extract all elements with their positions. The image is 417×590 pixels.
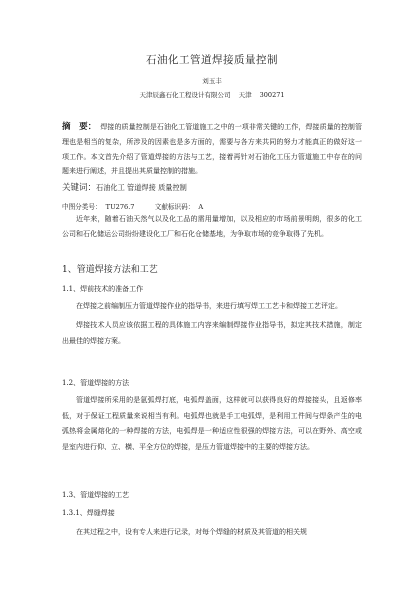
author-affiliation	[62, 90, 362, 99]
paragraph: 在其过程之中，设有专人来进行记录，对每个焊缝的材质及其管道的相关规	[76, 528, 307, 536]
paragraph: 管道焊接所采用的是氩弧焊打底，电弧焊盖面，这样就可以获得良好的焊接接头，且返修率低，对于保证工程质量来说相当有利。电弧焊也就是手工电弧焊，是利用工件间与焊条产生的电弧热将金属熔化的一种焊接的方法，电弧焊是一种适应性很强的焊接方法，可以在野外、高空或是室内进行仰、立、横、平全方位的焊接，是压力管道焊接中的主要的焊接方法。	[62, 396, 362, 451]
clc-label: 中图分类号：	[62, 203, 102, 211]
keywords	[62, 181, 362, 193]
paragraph: 焊接技术人员应该依据工程的具体施工内容来编制焊接作业指导书，拟定其技术措施，制定出最佳的焊接方案。	[62, 321, 362, 345]
intro-paragraph: 近年来，随着石油天然气以及化工品的需用量增加，以及相应的市场前景明朗，很多的化工公司和石化储运公司纷纷建设化工厂和石化仓储基地，为争取市场的竞争取得了先机。	[62, 215, 362, 238]
subsection-heading: 1.1、焊前技术的准备工作	[62, 285, 144, 293]
affiliation-org: 天津辰鑫石化工程设计有限公司	[139, 91, 231, 99]
abstract-text: 焊接的质量控制是石油化工管道施工之中的一项非常关键的工作，焊接质量的控制管理也是相当的复杂，所涉及的因素也是多方面的，需要与各方来共同的努力才能真正的做好这一项工作。本文首先介绍了管道焊接的方法与工艺，接着再针对石油化工压力管道施工中存在的问题来进行阐述，并且提出其质量控制的措施。	[62, 123, 362, 176]
section-heading: 1、管道焊接方法和工艺	[62, 265, 158, 275]
clc-code: TU276.7	[105, 203, 135, 211]
keywords-text: 石油化工 管道焊接 质量控制	[96, 183, 187, 192]
doc-code: A	[198, 203, 204, 211]
subsubsection-heading: 1.3.1、焊缝焊接	[62, 509, 115, 517]
abstract-label: 摘 要：	[62, 122, 97, 132]
doc-code-label: 文献标识码：	[154, 203, 195, 211]
subsection-heading: 1.2、管道焊接的方法	[62, 379, 130, 387]
author-name: 刘玉丰	[202, 77, 222, 85]
classification-line	[62, 201, 362, 211]
paper-title: 石油化工管道焊接质量控制	[146, 54, 278, 66]
paragraph: 在焊接之前编制压力管道焊接作业的指导书，来进行填写焊工工艺卡和焊接工艺评定。	[76, 302, 342, 310]
affiliation-postcode: 300271	[259, 91, 285, 99]
abstract	[62, 120, 362, 179]
subsection-heading: 1.3、管道焊接的工艺	[62, 491, 130, 499]
keywords-label: 关键词：	[62, 183, 97, 193]
affiliation-city: 天津	[238, 91, 252, 99]
